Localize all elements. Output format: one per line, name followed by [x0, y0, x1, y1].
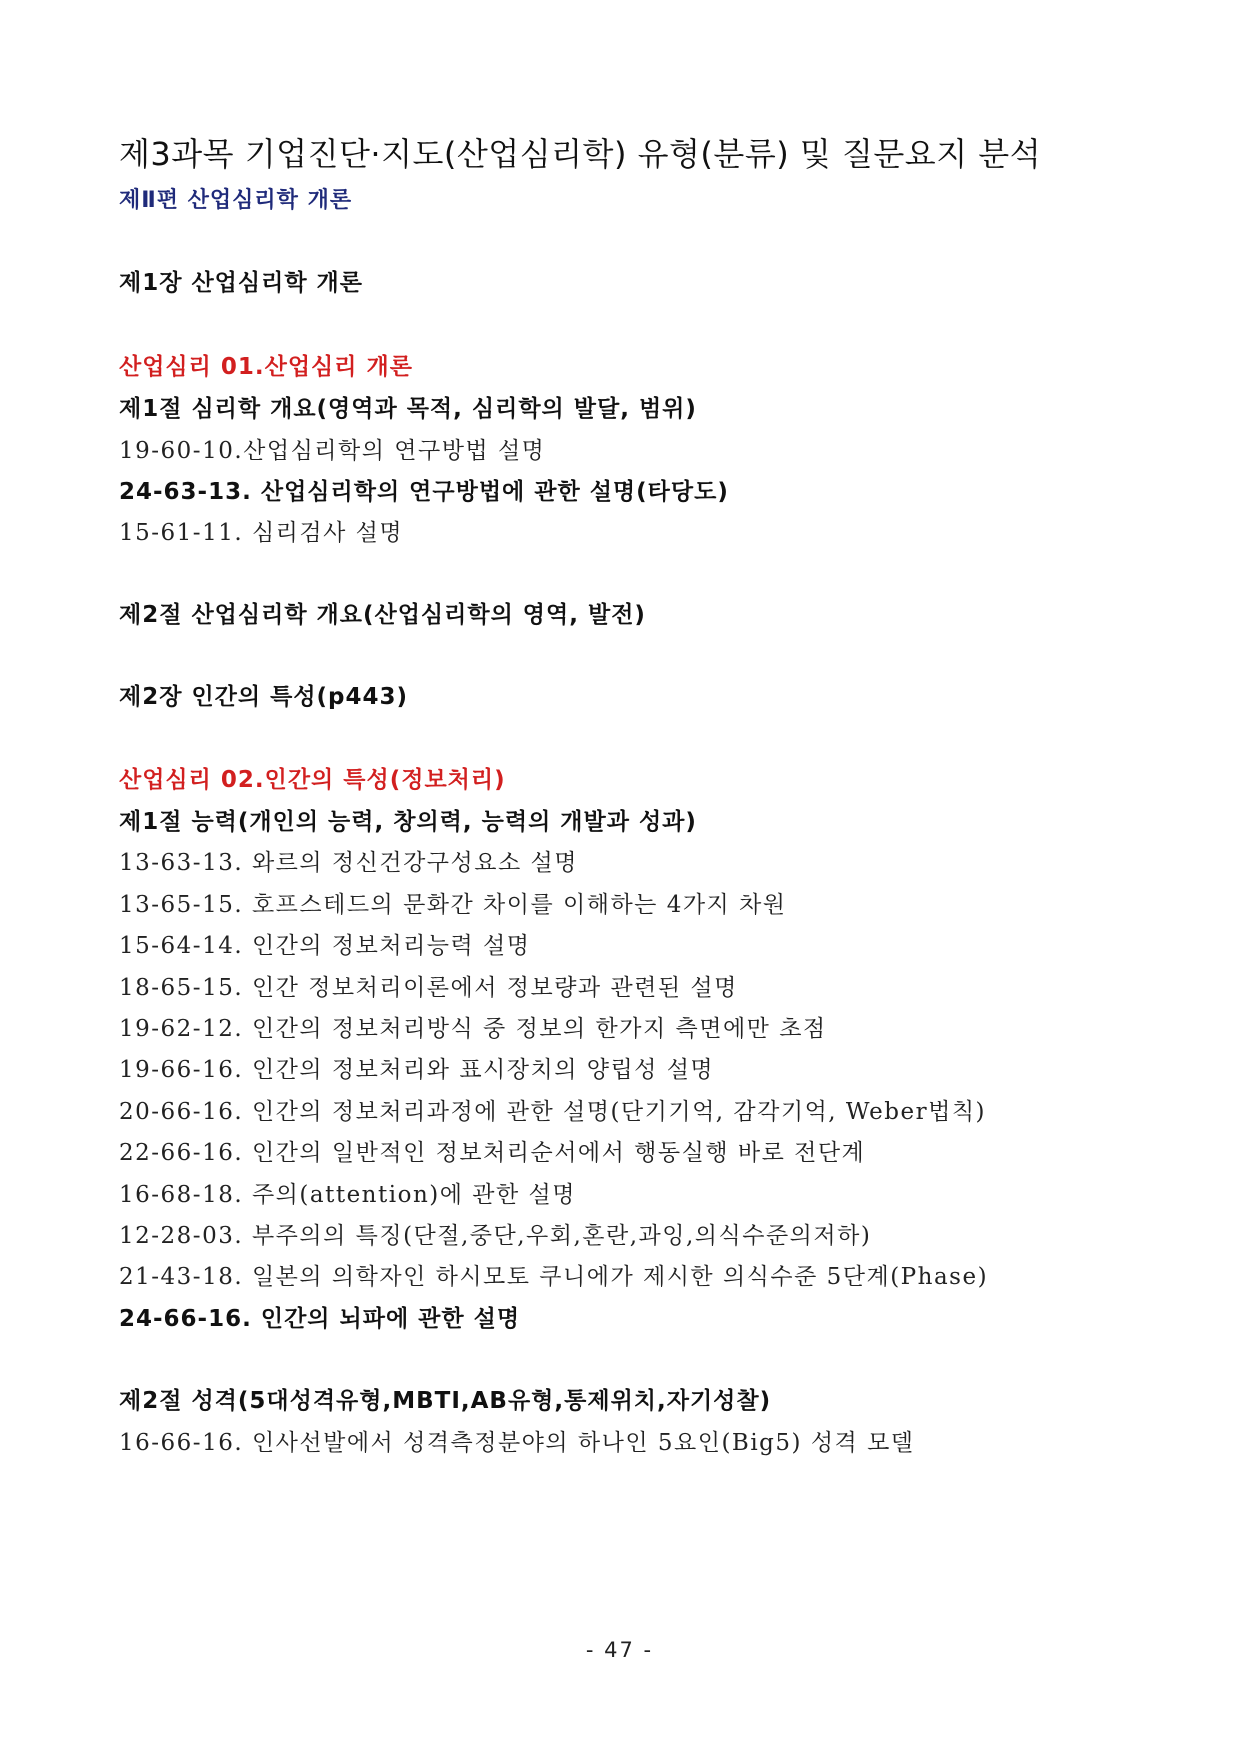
list-item: 13-63-13. 와르의 정신건강구성요소 설명 [119, 850, 578, 876]
list-item: 21-43-18. 일본의 의학자인 하시모토 쿠니에가 제시한 의식수준 5단계(Phase) [119, 1264, 989, 1290]
unit-heading-02: 산업심리 02.인간의 특성(정보처리) [119, 767, 506, 793]
section-2-1-title: 제1절 능력(개인의 능력, 창의력, 능력의 개발과 성과) [119, 809, 697, 835]
part-title: 제Ⅱ편 산업심리학 개론 [119, 188, 353, 213]
section-1-2-title: 제2절 산업심리학 개요(산업심리학의 영역, 발전) [119, 602, 646, 628]
list-item: 19-66-16. 인간의 정보처리와 표시장치의 양립성 설명 [119, 1057, 715, 1083]
unit-heading-01: 산업심리 01.산업심리 개론 [119, 354, 413, 380]
list-item: 16-68-18. 주의(attention)에 관한 설명 [119, 1182, 576, 1208]
list-item-emphasized: 24-66-16. 인간의 뇌파에 관한 설명 [119, 1306, 521, 1332]
list-item: 15-61-11. 심리검사 설명 [119, 520, 404, 546]
list-item: 13-65-15. 호프스테드의 문화간 차이를 이해하는 4가지 차원 [119, 892, 787, 918]
document-title: 제3과목 기업진단·지도(산업심리학) 유형(분류) 및 질문요지 분석 [119, 135, 1042, 173]
section-2-2-title: 제2절 성격(5대성격유형,MBTI,AB유형,통제위치,자기성찰) [119, 1388, 772, 1414]
list-item: 15-64-14. 인간의 정보처리능력 설명 [119, 933, 531, 959]
list-item-emphasized: 24-63-13. 산업심리학의 연구방법에 관한 설명(타당도) [119, 479, 729, 505]
chapter-2-title: 제2장 인간의 특성(p443) [119, 684, 409, 710]
section-1-1-title: 제1절 심리학 개요(영역과 목적, 심리학의 발달, 범위) [119, 396, 697, 422]
page-number: - 47 - [585, 1638, 654, 1662]
list-item: 19-60-10.산업심리학의 연구방법 설명 [119, 438, 546, 464]
list-item: 12-28-03. 부주의의 특징(단절,중단,우회,혼란,과잉,의식수준의저하) [119, 1223, 872, 1249]
list-item: 20-66-16. 인간의 정보처리과정에 관한 설명(단기기억, 감각기억, Weber법칙) [119, 1099, 987, 1125]
list-item: 22-66-16. 인간의 일반적인 정보처리순서에서 행동실행 바로 전단계 [119, 1140, 866, 1166]
list-item: 16-66-16. 인사선발에서 성격측정분야의 하나인 5요인(Big5) 성격 모델 [119, 1430, 915, 1456]
list-item: 18-65-15. 인간 정보처리이론에서 정보량과 관련된 설명 [119, 975, 738, 1001]
list-item: 19-62-12. 인간의 정보처리방식 중 정보의 한가지 측면에만 초점 [119, 1016, 827, 1042]
chapter-1-title: 제1장 산업심리학 개론 [119, 270, 363, 296]
